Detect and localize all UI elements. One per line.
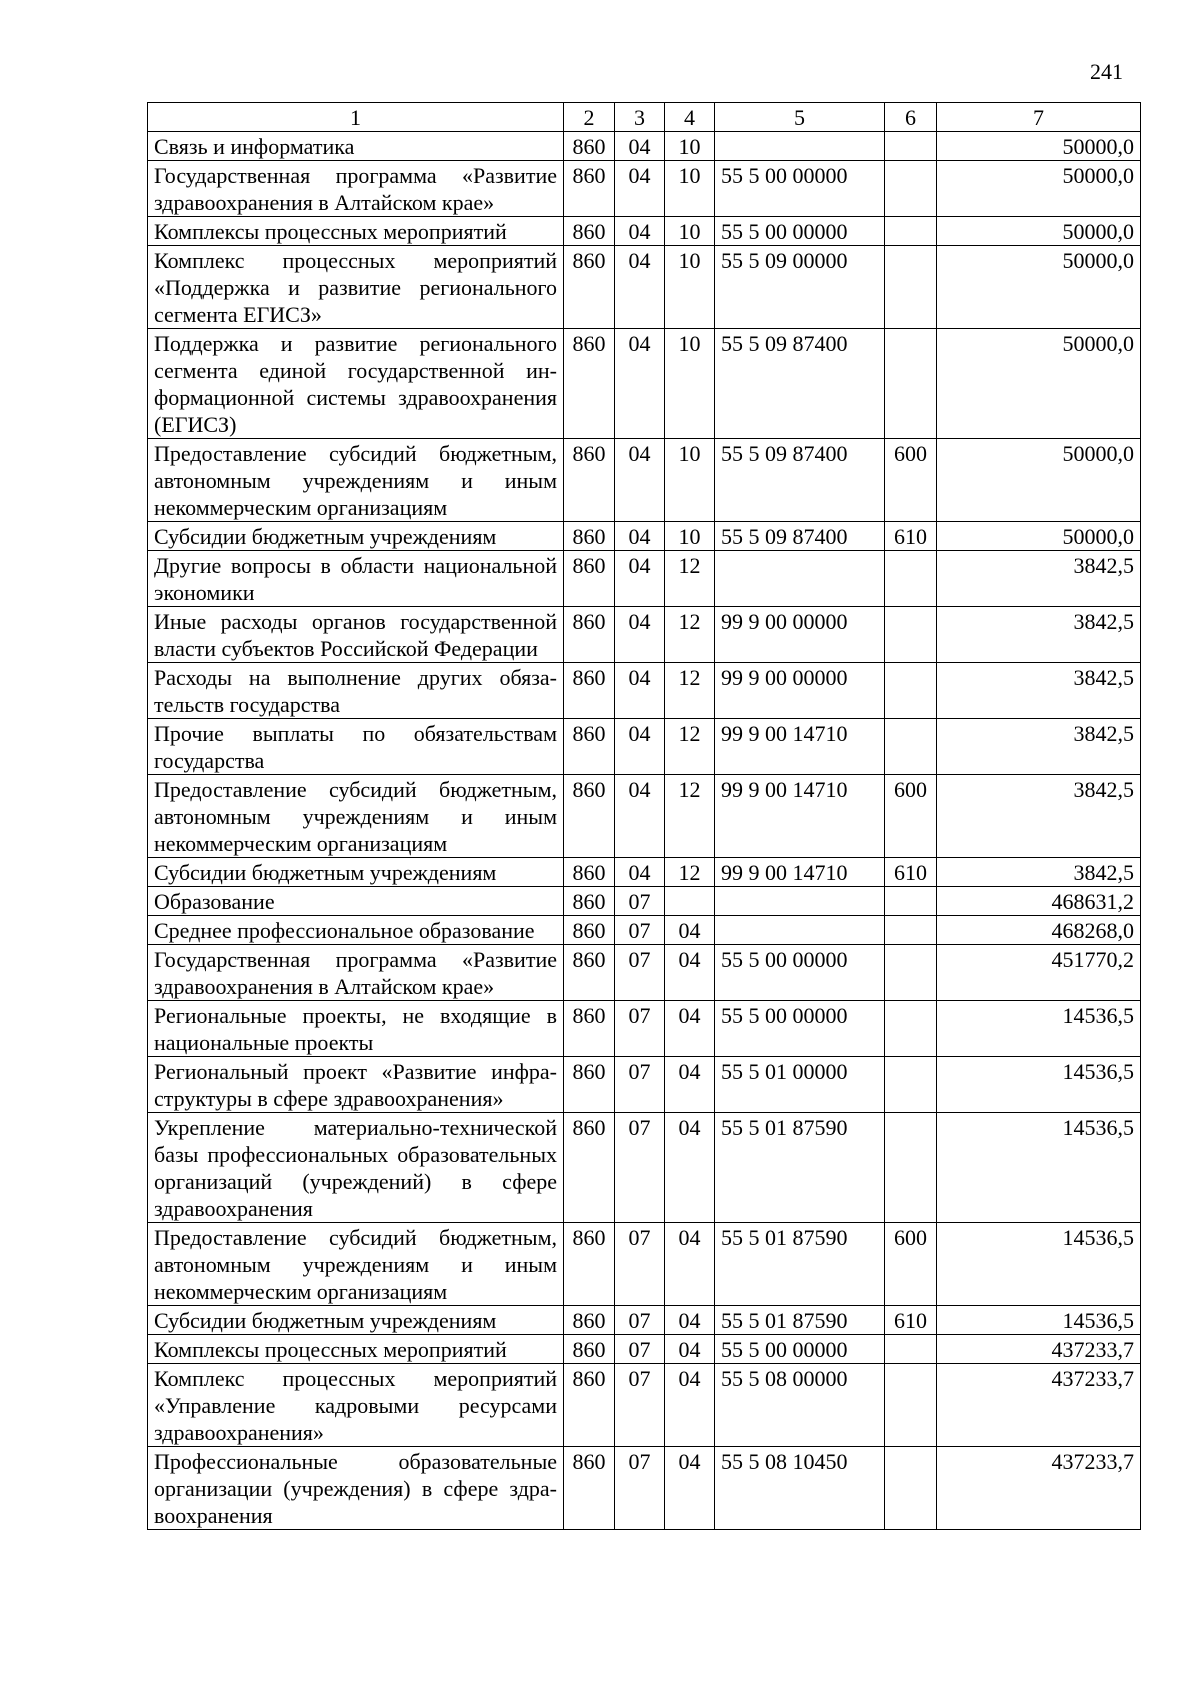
amount-cell: 437233,7	[937, 1335, 1141, 1364]
section-code-cell: 04	[615, 246, 665, 329]
row-name-cell: Комплекс процессных мероприятий «Управление кадровыми ресурсами здравоохранения»	[148, 1364, 564, 1447]
subsection-code-cell: 12	[665, 719, 715, 775]
target-article-cell: 55 5 09 87400	[715, 329, 885, 439]
row-name-cell: Связь и информатика	[148, 132, 564, 161]
row-name-cell: Субсидии бюджетным учреждениям	[148, 522, 564, 551]
amount-cell: 3842,5	[937, 551, 1141, 607]
expense-type-cell	[885, 719, 937, 775]
expense-type-cell	[885, 663, 937, 719]
subsection-code-cell: 12	[665, 551, 715, 607]
amount-cell: 50000,0	[937, 217, 1141, 246]
amount-cell: 437233,7	[937, 1364, 1141, 1447]
table-row	[148, 945, 1141, 1001]
row-name-cell: Предоставление субсидий бюджетным, автономным учреждениям и иным некоммерческим организациям	[148, 439, 564, 522]
target-article-cell: 55 5 00 00000	[715, 1335, 885, 1364]
expense-type-cell	[885, 887, 937, 916]
table-row	[148, 1223, 1141, 1306]
expense-type-cell	[885, 329, 937, 439]
subsection-code-cell: 04	[665, 1223, 715, 1306]
department-code-cell: 860	[564, 1447, 615, 1530]
column-header-1: 1	[148, 103, 564, 132]
expense-type-cell	[885, 161, 937, 217]
expense-type-cell: 610	[885, 858, 937, 887]
table-row	[148, 775, 1141, 858]
subsection-code-cell: 04	[665, 1113, 715, 1223]
department-code-cell: 860	[564, 719, 615, 775]
table-row	[148, 887, 1141, 916]
table-row	[148, 329, 1141, 439]
expense-type-cell: 600	[885, 1223, 937, 1306]
amount-cell: 3842,5	[937, 663, 1141, 719]
row-name-cell: Образование	[148, 887, 564, 916]
row-name-cell: Комплексы процессных мероприятий	[148, 217, 564, 246]
table-row	[148, 1113, 1141, 1223]
amount-cell: 451770,2	[937, 945, 1141, 1001]
department-code-cell: 860	[564, 1335, 615, 1364]
department-code-cell: 860	[564, 663, 615, 719]
column-header-7: 7	[937, 103, 1141, 132]
row-name-cell: Комплекс процессных мероприятий «Поддержка и развитие регионального сегмента ЕГИСЗ»	[148, 246, 564, 329]
expense-type-cell: 600	[885, 775, 937, 858]
amount-cell: 14536,5	[937, 1223, 1141, 1306]
section-code-cell: 04	[615, 132, 665, 161]
department-code-cell: 860	[564, 945, 615, 1001]
department-code-cell: 860	[564, 1223, 615, 1306]
table-row	[148, 719, 1141, 775]
department-code-cell: 860	[564, 132, 615, 161]
expense-type-cell	[885, 916, 937, 945]
expense-type-cell	[885, 1057, 937, 1113]
subsection-code-cell: 12	[665, 607, 715, 663]
row-name-cell: Среднее профессиональное образование	[148, 916, 564, 945]
amount-cell: 14536,5	[937, 1057, 1141, 1113]
expense-type-cell: 600	[885, 439, 937, 522]
expense-type-cell	[885, 1447, 937, 1530]
department-code-cell: 860	[564, 775, 615, 858]
department-code-cell: 860	[564, 1001, 615, 1057]
expense-type-cell	[885, 551, 937, 607]
target-article-cell	[715, 887, 885, 916]
department-code-cell: 860	[564, 551, 615, 607]
expense-type-cell	[885, 217, 937, 246]
department-code-cell: 860	[564, 916, 615, 945]
section-code-cell: 07	[615, 1447, 665, 1530]
section-code-cell: 04	[615, 439, 665, 522]
row-name-cell: Расходы на выполнение других обязательств государства	[148, 663, 564, 719]
subsection-code-cell: 10	[665, 439, 715, 522]
subsection-code-cell: 04	[665, 945, 715, 1001]
subsection-code-cell: 04	[665, 916, 715, 945]
table-row	[148, 132, 1141, 161]
amount-cell: 3842,5	[937, 607, 1141, 663]
row-name-cell: Профессиональные образовательные организации (учреждения) в сфере здравоохранения	[148, 1447, 564, 1530]
section-code-cell: 04	[615, 719, 665, 775]
department-code-cell: 860	[564, 1306, 615, 1335]
row-name-cell: Комплексы процессных мероприятий	[148, 1335, 564, 1364]
amount-cell: 468631,2	[937, 887, 1141, 916]
table-row	[148, 607, 1141, 663]
target-article-cell: 99 9 00 14710	[715, 775, 885, 858]
subsection-code-cell: 12	[665, 775, 715, 858]
target-article-cell: 55 5 00 00000	[715, 1001, 885, 1057]
target-article-cell: 99 9 00 00000	[715, 663, 885, 719]
section-code-cell: 04	[615, 161, 665, 217]
section-code-cell: 04	[615, 775, 665, 858]
table-row	[148, 551, 1141, 607]
row-name-cell: Государственная программа «Развитие здравоохранения в Алтайском крае»	[148, 161, 564, 217]
department-code-cell: 860	[564, 246, 615, 329]
department-code-cell: 860	[564, 607, 615, 663]
amount-cell: 50000,0	[937, 522, 1141, 551]
expense-type-cell	[885, 1001, 937, 1057]
section-code-cell: 04	[615, 522, 665, 551]
row-name-cell: Государственная программа «Развитие здравоохранения в Алтайском крае»	[148, 945, 564, 1001]
table-row	[148, 1335, 1141, 1364]
amount-cell: 468268,0	[937, 916, 1141, 945]
subsection-code-cell: 12	[665, 663, 715, 719]
subsection-code-cell: 12	[665, 858, 715, 887]
subsection-code-cell	[665, 887, 715, 916]
section-code-cell: 04	[615, 858, 665, 887]
table-row	[148, 439, 1141, 522]
section-code-cell: 04	[615, 217, 665, 246]
subsection-code-cell: 10	[665, 217, 715, 246]
amount-cell: 50000,0	[937, 161, 1141, 217]
column-header-3: 3	[615, 103, 665, 132]
subsection-code-cell: 10	[665, 246, 715, 329]
row-name-cell: Предоставление субсидий бюджетным, автономным учреждениям и иным некоммерческим организациям	[148, 1223, 564, 1306]
target-article-cell: 55 5 01 87590	[715, 1223, 885, 1306]
table-row	[148, 1364, 1141, 1447]
amount-cell: 50000,0	[937, 132, 1141, 161]
subsection-code-cell: 04	[665, 1335, 715, 1364]
amount-cell: 3842,5	[937, 858, 1141, 887]
department-code-cell: 860	[564, 1057, 615, 1113]
target-article-cell: 55 5 01 00000	[715, 1057, 885, 1113]
table-row	[148, 161, 1141, 217]
target-article-cell: 55 5 09 00000	[715, 246, 885, 329]
section-code-cell: 07	[615, 916, 665, 945]
subsection-code-cell: 10	[665, 329, 715, 439]
department-code-cell: 860	[564, 217, 615, 246]
section-code-cell: 04	[615, 663, 665, 719]
target-article-cell	[715, 132, 885, 161]
target-article-cell	[715, 551, 885, 607]
subsection-code-cell: 10	[665, 132, 715, 161]
row-name-cell: Иные расходы органов государственной власти субъектов Российской Федерации	[148, 607, 564, 663]
section-code-cell: 07	[615, 1057, 665, 1113]
department-code-cell: 860	[564, 522, 615, 551]
subsection-code-cell: 04	[665, 1364, 715, 1447]
target-article-cell: 55 5 01 87590	[715, 1306, 885, 1335]
section-code-cell: 04	[615, 551, 665, 607]
target-article-cell: 99 9 00 14710	[715, 719, 885, 775]
section-code-cell: 07	[615, 887, 665, 916]
table-row	[148, 217, 1141, 246]
row-name-cell: Поддержка и развитие регионального сегмента единой государственной информационной системы здравоохранения (ЕГИСЗ)	[148, 329, 564, 439]
amount-cell: 50000,0	[937, 439, 1141, 522]
expense-type-cell	[885, 246, 937, 329]
target-article-cell: 55 5 01 87590	[715, 1113, 885, 1223]
column-header-5: 5	[715, 103, 885, 132]
amount-cell: 14536,5	[937, 1306, 1141, 1335]
amount-cell: 437233,7	[937, 1447, 1141, 1530]
subsection-code-cell: 10	[665, 161, 715, 217]
section-code-cell: 07	[615, 1223, 665, 1306]
table-row	[148, 858, 1141, 887]
target-article-cell: 55 5 00 00000	[715, 161, 885, 217]
department-code-cell: 860	[564, 887, 615, 916]
target-article-cell: 55 5 00 00000	[715, 217, 885, 246]
amount-cell: 3842,5	[937, 719, 1141, 775]
row-name-cell: Региональные проекты, не входящие в национальные проекты	[148, 1001, 564, 1057]
expense-type-cell	[885, 1335, 937, 1364]
target-article-cell	[715, 916, 885, 945]
page-number: 241	[1090, 59, 1123, 84]
section-code-cell: 07	[615, 945, 665, 1001]
table-row	[148, 246, 1141, 329]
expense-type-cell: 610	[885, 1306, 937, 1335]
expense-type-cell	[885, 132, 937, 161]
target-article-cell: 55 5 08 00000	[715, 1364, 885, 1447]
table-row	[148, 1447, 1141, 1530]
subsection-code-cell: 04	[665, 1057, 715, 1113]
amount-cell: 50000,0	[937, 329, 1141, 439]
table-row	[148, 663, 1141, 719]
subsection-code-cell: 10	[665, 522, 715, 551]
amount-cell: 3842,5	[937, 775, 1141, 858]
target-article-cell: 55 5 08 10450	[715, 1447, 885, 1530]
section-code-cell: 04	[615, 329, 665, 439]
row-name-cell: Предоставление субсидий бюджетным, автономным учреждениям и иным некоммерческим организациям	[148, 775, 564, 858]
table-row	[148, 1001, 1141, 1057]
table-row	[148, 522, 1141, 551]
section-code-cell: 07	[615, 1306, 665, 1335]
row-name-cell: Региональный проект «Развитие инфраструктуры в сфере здравоохранения»	[148, 1057, 564, 1113]
column-header-6: 6	[885, 103, 937, 132]
department-code-cell: 860	[564, 329, 615, 439]
target-article-cell: 55 5 00 00000	[715, 945, 885, 1001]
budget-table	[147, 102, 1141, 1530]
section-code-cell: 04	[615, 607, 665, 663]
row-name-cell: Субсидии бюджетным учреждениям	[148, 1306, 564, 1335]
amount-cell: 50000,0	[937, 246, 1141, 329]
amount-cell: 14536,5	[937, 1113, 1141, 1223]
section-code-cell: 07	[615, 1364, 665, 1447]
expense-type-cell	[885, 607, 937, 663]
subsection-code-cell: 04	[665, 1306, 715, 1335]
target-article-cell: 99 9 00 14710	[715, 858, 885, 887]
department-code-cell: 860	[564, 1113, 615, 1223]
department-code-cell: 860	[564, 161, 615, 217]
row-name-cell: Другие вопросы в области национальной экономики	[148, 551, 564, 607]
expense-type-cell	[885, 1113, 937, 1223]
expense-type-cell	[885, 945, 937, 1001]
department-code-cell: 860	[564, 858, 615, 887]
section-code-cell: 07	[615, 1001, 665, 1057]
column-header-2: 2	[564, 103, 615, 132]
department-code-cell: 860	[564, 1364, 615, 1447]
section-code-cell: 07	[615, 1335, 665, 1364]
target-article-cell: 55 5 09 87400	[715, 439, 885, 522]
row-name-cell: Укрепление материально-технической базы профессиональных образовательных организаций (учреждений) в сфере здравоохранения	[148, 1113, 564, 1223]
table-row	[148, 1306, 1141, 1335]
section-code-cell: 07	[615, 1113, 665, 1223]
subsection-code-cell: 04	[665, 1001, 715, 1057]
amount-cell: 14536,5	[937, 1001, 1141, 1057]
subsection-code-cell: 04	[665, 1447, 715, 1530]
row-name-cell: Прочие выплаты по обязательствам государства	[148, 719, 564, 775]
table-row	[148, 1057, 1141, 1113]
column-header-4: 4	[665, 103, 715, 132]
expense-type-cell	[885, 1364, 937, 1447]
table-row	[148, 916, 1141, 945]
department-code-cell: 860	[564, 439, 615, 522]
table-body	[148, 132, 1141, 1530]
table-header-row	[148, 103, 1141, 132]
expense-type-cell: 610	[885, 522, 937, 551]
target-article-cell: 55 5 09 87400	[715, 522, 885, 551]
row-name-cell: Субсидии бюджетным учреждениям	[148, 858, 564, 887]
target-article-cell: 99 9 00 00000	[715, 607, 885, 663]
